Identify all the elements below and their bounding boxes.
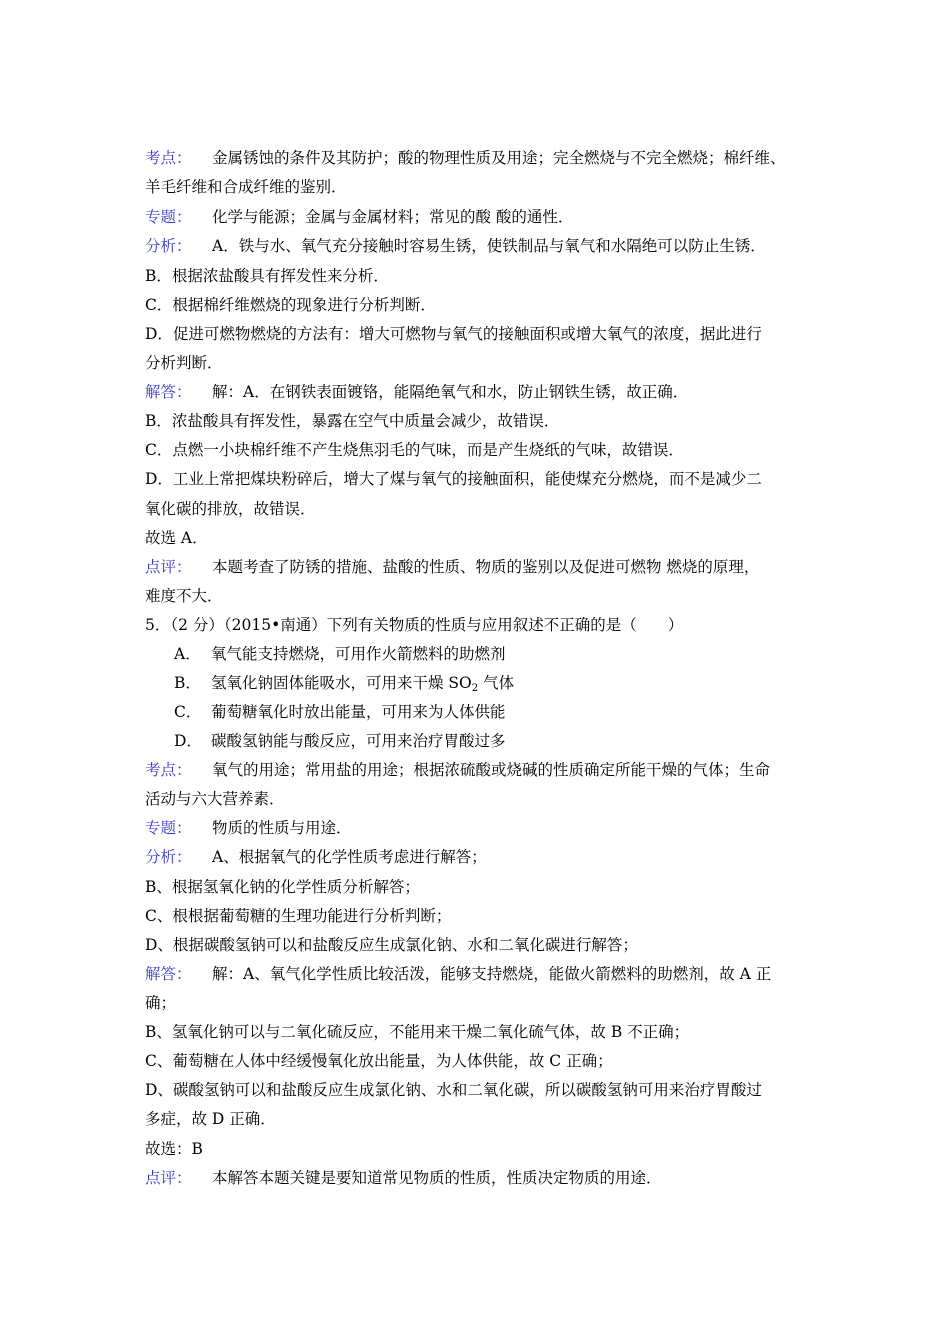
q4-fenxi-d-cont: 分析判断．: [145, 354, 223, 372]
q4-fenxi-line: [145, 236, 766, 256]
q4-dianping-label: 点评：: [145, 558, 192, 576]
q5-dianping-line: [145, 1168, 662, 1188]
q5-zhuanti-line: [145, 818, 352, 838]
q4-fenxi-c: C．根据棉纤维燃烧的现象进行分析判断．: [145, 296, 436, 314]
q5-option-c: [174, 702, 506, 722]
q5-kaodian-cont: 活动与六大营养素．: [145, 790, 285, 808]
q5-fenxi-line: [145, 847, 487, 867]
q4-dianping-text: 本题考查了防锈的措施、盐酸的性质、物质的鉴别以及促进可燃物 燃烧的原理，: [212, 558, 760, 576]
q5-option-c-letter: C．: [174, 703, 202, 721]
q4-jieda-line: [145, 382, 688, 402]
q5-fenxi-b: B、根据氢氧化钠的化学性质分析解答；: [145, 878, 420, 896]
q5-option-d-letter: D．: [174, 732, 202, 750]
q4-kaodian-line: [145, 148, 786, 168]
q5-option-b-letter: B．: [174, 674, 201, 692]
q4-dianping-line: [145, 557, 759, 577]
q5-option-d: [174, 731, 506, 751]
q5-fenxi-c: C、根根据葡萄糖的生理功能进行分析判断；: [145, 907, 452, 925]
q5-stem: 5．（2 分）（2015•南通）下列有关物质的性质与应用叙述不正确的是（ ）: [145, 616, 684, 634]
q5-option-a: [174, 644, 506, 664]
q4-jieda-d-cont: 氧化碳的排放，故错误．: [145, 500, 316, 518]
q5-fenxi-text: A、根据氧气的化学性质考虑进行解答；: [212, 848, 487, 866]
q4-kaodian-label: 考点：: [145, 149, 192, 167]
q5-jieda-a-cont: 确；: [145, 994, 177, 1012]
q4-fenxi-d: D．促进可燃物燃烧的方法有：增大可燃物与氧气的接触面积或增大氧气的浓度，据此进行: [145, 325, 762, 343]
q5-kaodian-text: 氧气的用途；常用盐的用途；根据浓硫酸或烧碱的性质确定所能干燥的气体；生命: [212, 761, 771, 779]
q5-dianping-text: 本解答本题关键是要知道常见物质的性质，性质决定物质的用途．: [212, 1169, 662, 1187]
q4-dianping-cont: 难度不大．: [145, 587, 223, 605]
q4-jieda-c: C．点燃一小块棉纤维不产生烧焦羽毛的气味，而是产生烧纸的气味，故错误．: [145, 441, 684, 459]
q4-kaodian-text: 金属锈蚀的条件及其防护；酸的物理性质及用途；完全燃烧与不完全燃烧；棉纤维、: [212, 149, 786, 167]
q5-option-c-text: 葡萄糖氧化时放出能量，可用来为人体供能: [211, 703, 506, 721]
q5-jieda-b: B、氢氧化钠可以与二氧化硫反应，不能用来干燥二氧化硫气体，故 B 不正确；: [145, 1023, 690, 1041]
q5-option-b: [174, 673, 514, 693]
q5-jieda-c: C、葡萄糖在人体中经缓慢氧化放出能量，为人体供能，故 C 正确；: [145, 1052, 613, 1070]
q5-option-b-text: 氢氧化钠固体能吸水，可用来干燥 SO: [211, 674, 472, 692]
q5-jieda-line: [145, 964, 771, 984]
q5-jieda-d: D、碳酸氢钠可以和盐酸反应生成氯化钠、水和二氧化碳，所以碳酸氢钠可用来治疗胃酸过: [145, 1081, 762, 1099]
q5-fenxi-d: D、根据碳酸氢钠可以和盐酸反应生成氯化钠、水和二氧化碳进行解答；: [145, 936, 638, 954]
q4-kaodian-cont: 羊毛纤维和合成纤维的鉴别．: [145, 178, 347, 196]
q4-jieda-text: 解：A．在钢铁表面镀铬，能隔绝氧气和水，防止钢铁生锈，故正确．: [212, 383, 689, 401]
q5-option-a-text: 氧气能支持燃烧，可用作火箭燃料的助燃剂: [211, 645, 506, 663]
q4-zhuanti-line: [145, 207, 573, 227]
q5-option-b-subscript: 2: [471, 683, 479, 694]
q5-option-d-text: 碳酸氢钠能与酸反应，可用来治疗胃酸过多: [211, 732, 506, 750]
q4-zhuanti-text: 化学与能源；金属与金属材料；常见的酸 酸的通性．: [212, 208, 574, 226]
q4-jieda-d: D．工业上常把煤块粉碎后，增大了煤与氧气的接触面积，能使煤充分燃烧，而不是减少二: [145, 470, 762, 488]
q4-jieda-label: 解答：: [145, 383, 192, 401]
q5-option-a-letter: A．: [174, 645, 201, 663]
q5-jieda-text: 解：A、氧气化学性质比较活泼，能够支持燃烧，能做火箭燃料的助燃剂，故 A 正: [212, 965, 772, 983]
q4-answer: 故选 A．: [145, 529, 208, 547]
q5-dianping-label: 点评：: [145, 1169, 192, 1187]
q4-zhuanti-label: 专题：: [145, 208, 192, 226]
q5-kaodian-label: 考点：: [145, 761, 192, 779]
q4-fenxi-b: B．根据浓盐酸具有挥发性来分析．: [145, 267, 389, 285]
q4-jieda-b: B．浓盐酸具有挥发性，暴露在空气中质量会减少，故错误．: [145, 412, 560, 430]
q5-zhuanti-text: 物质的性质与用途．: [212, 819, 352, 837]
q5-kaodian-line: [145, 760, 770, 780]
q5-zhuanti-label: 专题：: [145, 819, 192, 837]
q5-fenxi-label: 分析：: [145, 848, 192, 866]
q5-jieda-d-cont: 多症，故 D 正确．: [145, 1110, 276, 1128]
q5-option-b-text-end: 气体: [478, 674, 515, 692]
q4-fenxi-label: 分析：: [145, 237, 192, 255]
q5-answer: 故选：B: [145, 1140, 203, 1158]
q5-jieda-label: 解答：: [145, 965, 192, 983]
q4-fenxi-text: A．铁与水、氧气充分接触时容易生锈，使铁制品与氧气和水隔绝可以防止生锈．: [212, 237, 766, 255]
